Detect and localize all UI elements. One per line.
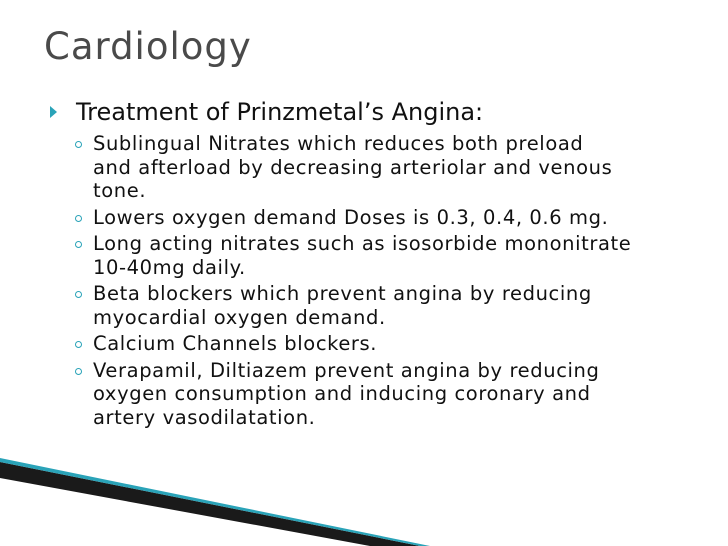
ring-icon — [75, 141, 82, 148]
sub-bullet-line: tone. — [93, 179, 147, 202]
main-bullet-text: Treatment of Prinzmetal’s Angina: — [76, 98, 484, 126]
sub-bullet-line: Lowers oxygen demand Doses is 0.3, 0.4, 0.6 mg. — [93, 205, 609, 229]
sub-bullet-line: artery vasodilatation. — [93, 405, 316, 429]
sub-bullet-line: Sublingual Nitrates which reduces both preload — [93, 132, 584, 155]
ring-icon — [75, 215, 82, 222]
sub-bullet-line: and afterload by decreasing arteriolar and venous — [93, 155, 613, 179]
sub-bullet-line: oxygen consumption and inducing coronary and — [93, 382, 591, 405]
ring-icon — [75, 291, 82, 298]
sub-bullet-line: Verapamil, Diltiazem prevent angina by reducing — [93, 358, 600, 382]
ring-icon — [75, 241, 82, 248]
triangle-right-icon — [50, 106, 57, 118]
slide-content — [0, 96, 728, 432]
wedge-accent-line — [0, 458, 430, 546]
ring-icon — [75, 341, 82, 348]
sub-bullet-item — [0, 359, 728, 430]
ring-icon — [75, 368, 82, 375]
sub-bullet-item — [0, 332, 728, 356]
sub-bullet-line: 10-40mg daily. — [93, 255, 246, 279]
sub-bullet-item — [0, 206, 728, 230]
sub-bullet-line: Long acting nitrates such as isosorbide mononitrate — [93, 232, 632, 255]
slide-title: Cardiology — [44, 25, 252, 68]
sub-bullet-line: Calcium Channels blockers. — [93, 332, 378, 355]
sub-bullet-list — [0, 132, 728, 429]
sub-bullet-item — [0, 232, 728, 279]
sub-bullet-line: myocardial oxygen demand. — [93, 305, 386, 329]
main-bullet — [0, 96, 728, 128]
sub-bullet-line: Beta blockers which prevent angina by reducing — [93, 282, 592, 305]
sub-bullet-item — [0, 282, 728, 329]
sub-bullet-item — [0, 132, 728, 203]
